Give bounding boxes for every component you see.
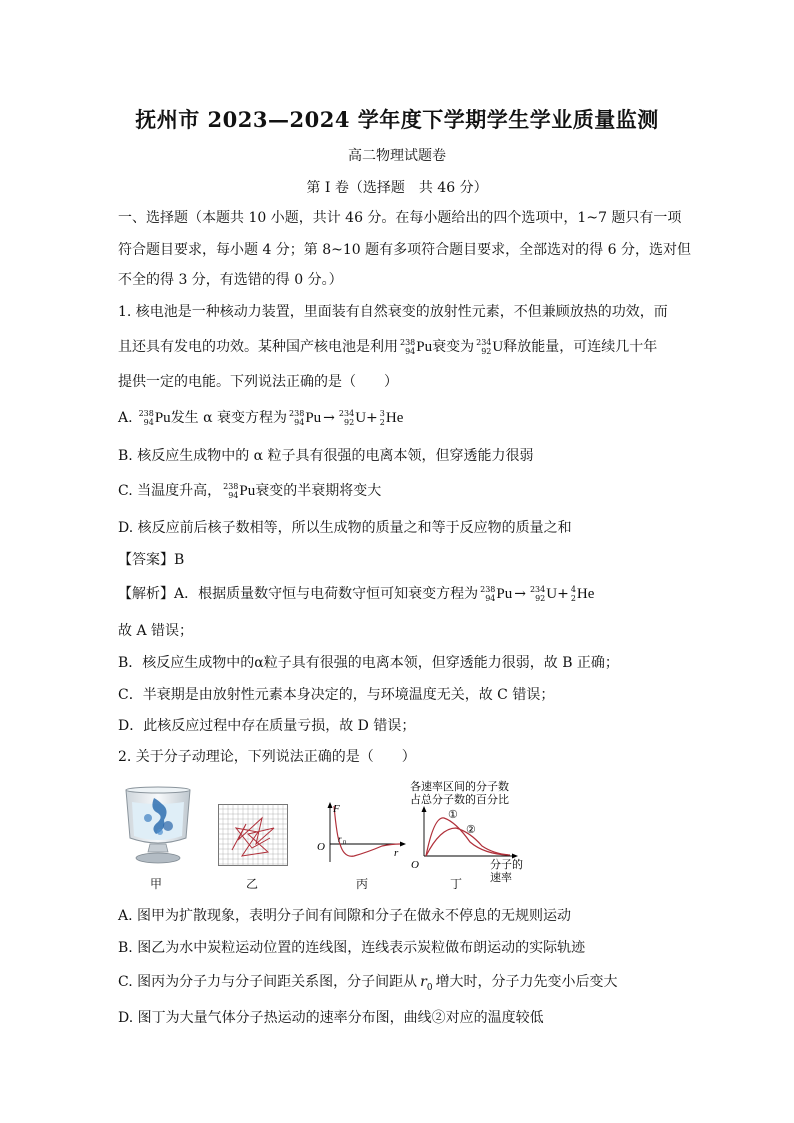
q1-stem-line-1: 1. 核电池是一种核动力装置，里面装有自然衰变的放射性元素，不但兼顾放热的功效，而 [118, 304, 668, 320]
nuclide-pu: 238 94 Pu [400, 338, 433, 356]
figure-yi-brownian-grid [218, 804, 288, 866]
nuclide-pu: 238 94 Pu [289, 409, 322, 427]
section-heading: 第 I 卷（选择题 共 46 分） [306, 180, 488, 196]
figure-ding-speed-distribution [404, 776, 534, 888]
q1-stem-line-2: 且还具有发电的功效。某种国产核电池是利用 238 94 Pu 衰变为 234 92 U 释放能量，可连续几十年 [118, 338, 658, 356]
origin-label: O [317, 841, 325, 853]
q1-answer: 【答案】B [118, 552, 185, 568]
q1-analysis-b: 故 A 错误； [118, 623, 194, 639]
instructions-line-3: 不全的得 3 分，有选错的得 0 分。） [118, 272, 343, 288]
x-label-line-1: 分子的 [490, 859, 523, 871]
figure-jia-beaker [120, 786, 196, 866]
f-axis-label: F [333, 803, 340, 815]
instructions-line-1: 一、选择题（本题共 10 小题，共计 46 分。在每小题给出的四个选项中，1~7 题只有一项 [118, 210, 682, 226]
nuclide-he: 4 2 He [570, 585, 595, 603]
q1-option-d: D. 核反应前后核子数相等，所以生成物的质量之和等于反应物的质量之和 [118, 520, 572, 536]
instructions-line-2: 符合题目要求，每小题 4 分；第 8~10 题有多项符合题目要求，全部选对的得 6 分，选对但 [118, 242, 691, 258]
x-label-line-2: 速率 [490, 872, 512, 884]
curve-1-label: ① [448, 809, 458, 821]
q1-option-c: C. 当温度升高， 238 94 Pu 衰变的半衰期将变大 [118, 482, 382, 500]
q1-analysis-d: C．半衰期是由放射性元素本身决定的，与环境温度无关，故 C 错误； [118, 687, 555, 703]
figure-label-ding: 丁 [450, 877, 463, 891]
y-label-line-1: 各速率区间的分子数 [410, 781, 509, 793]
nuclide-pu: 238 94 Pu [138, 409, 171, 427]
q2-option-d: D. 图丁为大量气体分子热运动的速率分布图，曲线②对应的温度较低 [118, 1010, 544, 1026]
q1-option-a: A. 238 94 Pu 发生 α 衰变方程为 238 94 Pu → 234 92 U + 3 2 He [118, 409, 404, 427]
q2-option-b: B. 图乙为水中炭粒运动位置的连线图，连线表示炭粒做布朗运动的实际轨迹 [118, 940, 586, 956]
nuclide-he: 3 2 He [379, 409, 404, 427]
q2-option-c: C. 图丙为分子力与分子间距关系图，分子间距从 $r_0$ 增大时，分子力先变小后变大 [118, 974, 618, 993]
nuclide-u: 234 92 U [529, 585, 558, 603]
figure-label-yi: 乙 [246, 877, 259, 891]
page-subtitle: 高二物理试题卷 [348, 148, 446, 164]
y-label-line-2: 占总分子数的百分比 [410, 794, 509, 806]
q1-analysis-a: 【解析】A．根据质量数守恒与电荷数守恒可知衰变方程为 238 94 Pu → 234 92 U + 4 2 He [118, 585, 595, 603]
nuclide-u: 234 92 U [476, 338, 504, 356]
q1-analysis-c: B．核反应生成物中的α粒子具有很强的电离本领，但穿透能力很弱，故 B 正确； [118, 655, 619, 671]
q2-stem: 2. 关于分子动理论，下列说法正确的是（ ） [118, 749, 416, 765]
nuclide-pu: 238 94 Pu [480, 585, 513, 603]
figure-label-bing: 丙 [356, 877, 369, 891]
figure-bing-force-curve [312, 800, 408, 866]
nuclide-u: 234 92 U [338, 409, 367, 427]
figure-label-jia: 甲 [150, 877, 163, 891]
r0-label: r [338, 834, 342, 844]
page-title: 抚州市 2023—2024 学年度下学期学生学业质量监测 [135, 107, 659, 132]
curve-2-label: ② [466, 824, 476, 836]
nuclide-pu: 238 94 Pu [223, 482, 256, 500]
q1-analysis-e: D．此核反应过程中存在质量亏损，故 D 错误； [118, 718, 416, 734]
q1-stem-line-3: 提供一定的电能。下列说法正确的是（ ） [118, 374, 398, 390]
r0-subscript: 0 [343, 840, 346, 846]
q1-option-b: B. 核反应生成物中的 α 粒子具有很强的电离本领，但穿透能力很弱 [118, 448, 534, 464]
r-axis-label: r [394, 847, 399, 859]
origin-label: O [411, 859, 419, 871]
q2-option-a: A. 图甲为扩散现象，表明分子间有间隙和分子在做永不停息的无规则运动 [118, 908, 572, 924]
